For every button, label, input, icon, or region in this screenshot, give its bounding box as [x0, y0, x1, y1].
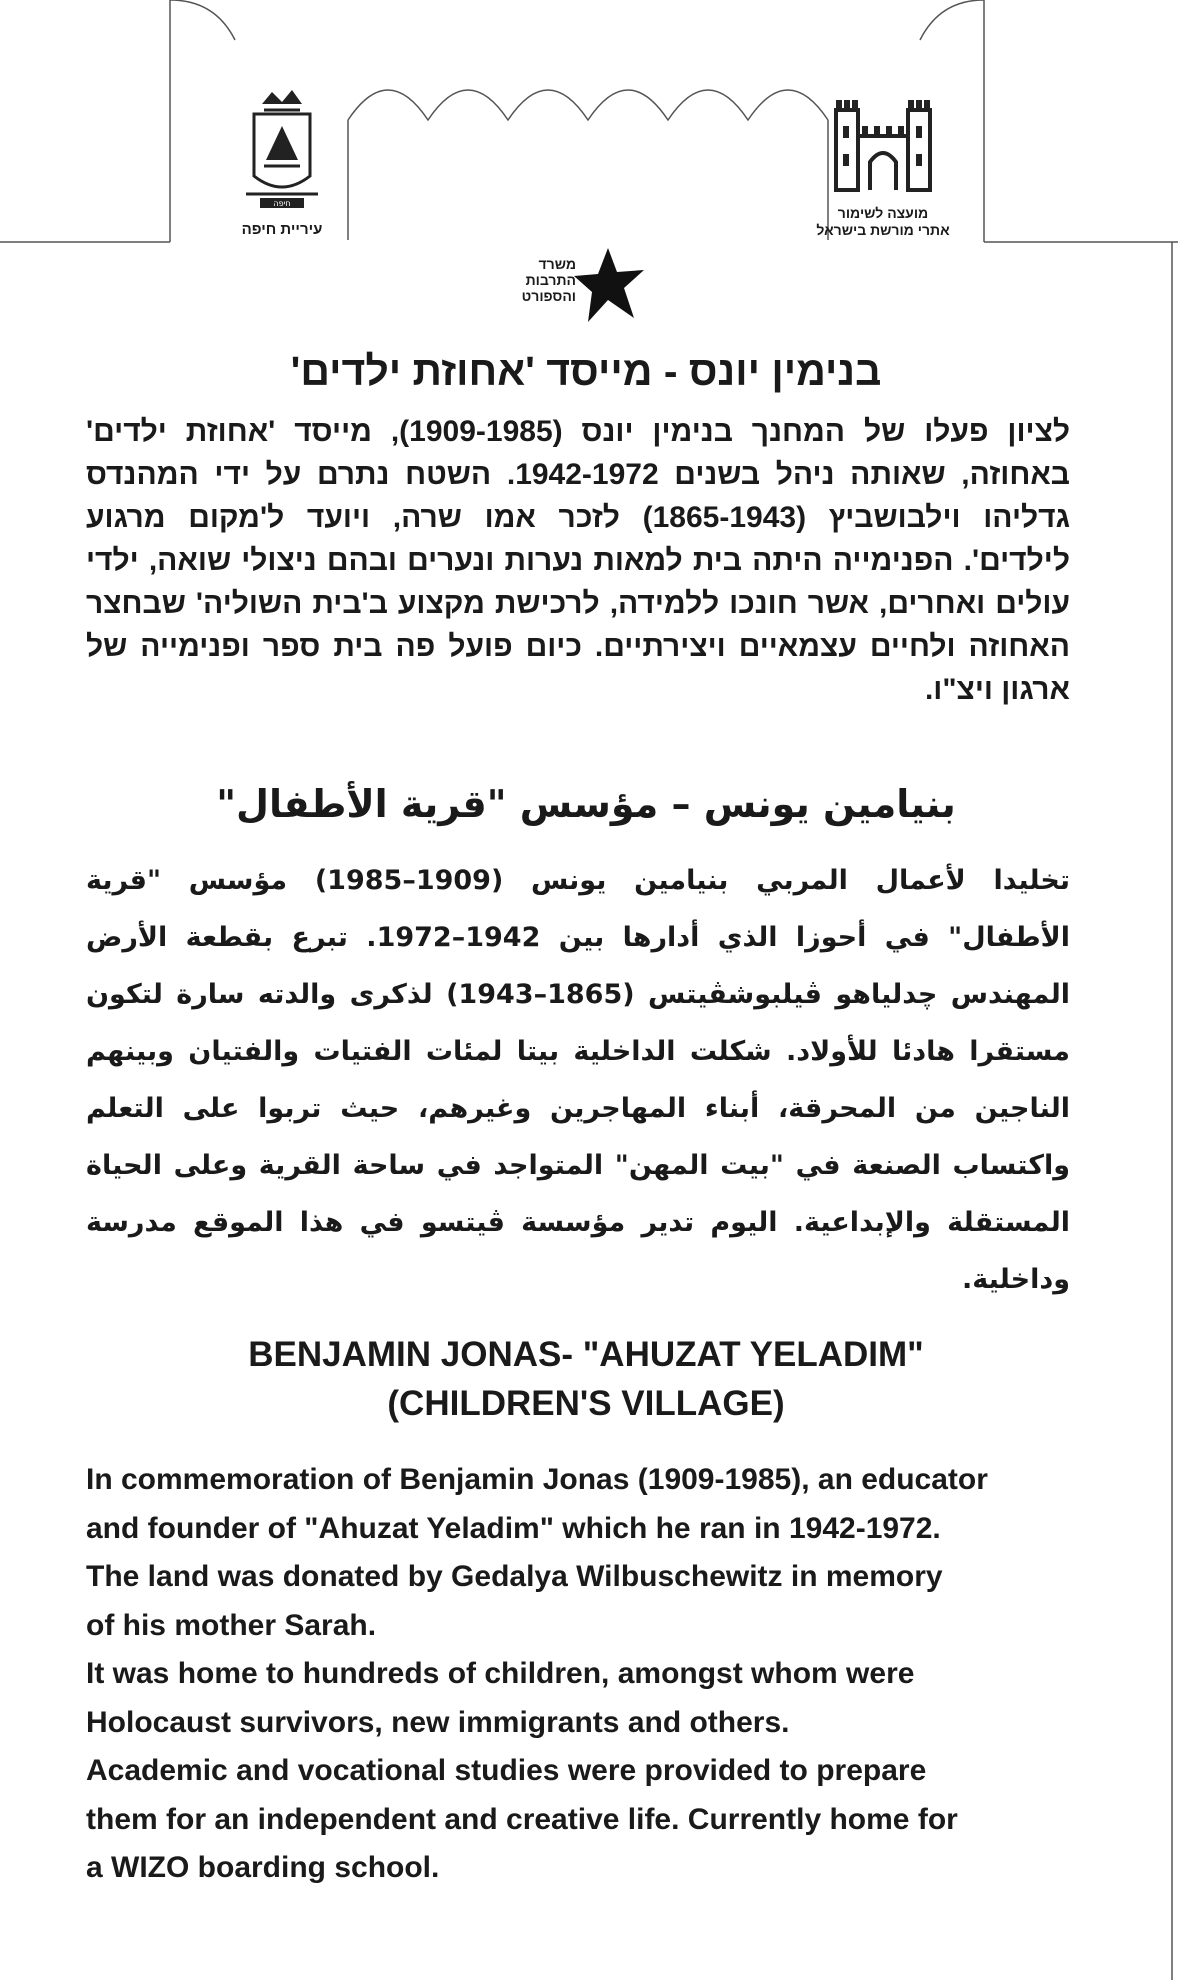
- castle-gate-icon: [828, 86, 938, 196]
- haifa-emblem-text: חיפה: [273, 199, 291, 208]
- haifa-emblem-icon: [242, 86, 322, 214]
- culture-caption: משרד התרבות והספורט: [521, 256, 576, 304]
- english-body-line: The land was donated by Gedalya Wilbuschewitz in memory: [86, 1560, 943, 1593]
- english-title: [100, 1330, 1072, 1428]
- english-body-line: a WIZO boarding school.: [86, 1851, 440, 1884]
- heritage-council-logo: [808, 86, 958, 239]
- hebrew-body: לציון פעלו של המחנך בנימין יונס (1909-1985), מייסד 'אחוזת ילדים' באחוזה, שאותה ניהל בשנים 1942-1972. השטח נתרם על ידי המהנדס גדליהו וילבושביץ (1865-1943) לזכר אמו שרה, ויועד ל'מקום מרגוע לילדים'. הפנימייה היתה בית למאות נערות ונערים ובהם ניצולי שואה, ילדי עולים ואחרים, אשר חונכו ללמידה, לרכישת מקצוע ב'בית השוליה' שבחצר האחוזה ולחיים עצמאיים ויצירתיים. כיום פועל פה בית ספר ופנימייה של ארגון ויצ"ו.: [86, 415, 1071, 706]
- english-body-line: of his mother Sarah.: [86, 1608, 377, 1642]
- english-body-line: In commemoration of Benjamin Jonas (1909-1985), an educator: [86, 1463, 988, 1496]
- hebrew-title: בנימין יונס - מייסד 'אחוזת ילדים': [290, 348, 882, 394]
- arabic-title: بنيامين يونس – مؤسس "قرية الأطفال": [216, 782, 956, 826]
- english-body-line: and founder of "Ahuzat Yeladim" which he ran in 1942-1972.: [86, 1511, 941, 1545]
- english-title-line2: (CHILDREN'S VILLAGE): [387, 1384, 785, 1423]
- english-body-line: It was home to hundreds of children, amongst whom were: [86, 1657, 915, 1690]
- english-title-line1: BENJAMIN JONAS- "AHUZAT YELADIM": [248, 1335, 924, 1374]
- arabic-body: تخليدا لأعمال المربي بنيامين يونس (1909–1985) مؤسس "قرية الأطفال" في أحوزا الذي أدارها بين 1942–1972. تبرع بقطعة الأرض المهندس چدلياهو ڤيلبوشڤيتس (1865–1943) لذكرى والدته سارة لتكون مستقرا هادئا للأولاد. شكلت الداخلية بيتا لمئات الفتيات والفتيان وبينهم الناجين من المحرقة، أبناء المهاجرين وغيرهم، حيث تربوا على التعلم واكتساب الصنعة في "بيت المهن" المتواجد في ساحة القرية وعلى الحياة المستقلة والإبداعية. اليوم تدير مؤسسة ڤيتسو في هذا الموقع مدرسة وداخلية.: [86, 865, 1070, 1295]
- english-body-line: them for an independent and creative life. Currently home for: [86, 1802, 958, 1836]
- english-body-line: Holocaust survivors, new immigrants and others.: [86, 1705, 790, 1739]
- star-icon: [570, 246, 650, 326]
- culture-ministry-logo: [504, 246, 654, 330]
- haifa-caption: עיריית חיפה: [241, 221, 323, 238]
- council-caption: מועצה לשימור אתרי מורשת בישראל: [816, 205, 950, 238]
- english-body: [86, 1456, 1076, 1893]
- haifa-logo: [232, 86, 332, 238]
- english-body-line: Academic and vocational studies were provided to prepare: [86, 1754, 927, 1787]
